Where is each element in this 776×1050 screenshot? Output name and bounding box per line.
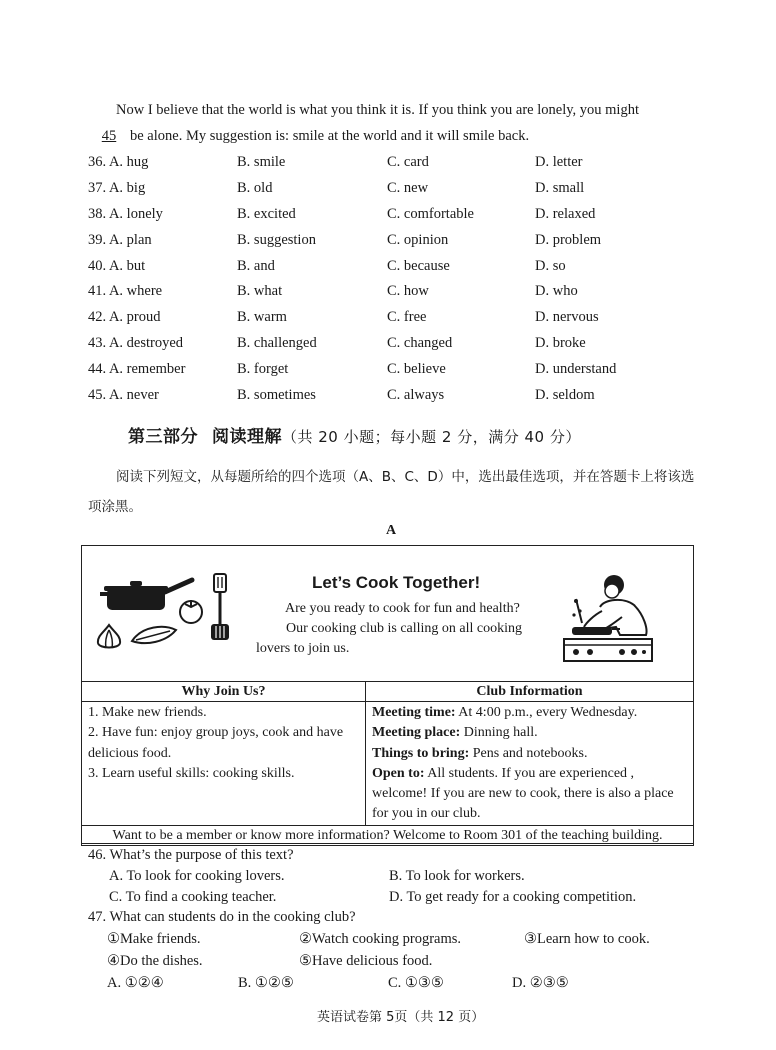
why-item: 3. Learn useful skills: cooking skills. [88, 765, 295, 781]
option-a: 42. A. proud [88, 309, 161, 326]
question-47-stem: 47. What can students do in the cooking club? [88, 909, 356, 925]
things-to-bring [372, 744, 687, 764]
option-b: B. warm [237, 309, 287, 326]
option-b: B. challenged [237, 335, 317, 352]
passage-line-1: Now I believe that the world is what you think it is. If you think you are lonely, you might [116, 102, 639, 118]
q47-option-b: B. ①②⑤ [238, 975, 294, 991]
option-a: 45. A. never [88, 387, 159, 404]
club-info-cell [366, 702, 694, 826]
why-item: 2. Have fun: enjoy group joys, cook and have delicious food. [88, 725, 344, 761]
option-a: 41. A. where [88, 283, 163, 300]
option-d: D. who [535, 283, 578, 300]
option-b: B. excited [237, 205, 296, 222]
option-a: 44. A. remember [88, 361, 186, 378]
option-row [88, 254, 728, 280]
q47-item-5: ⑤Have delicious food. [299, 953, 433, 969]
ad-intro-line-1: Are you ready to cook for fun and health? [285, 601, 520, 616]
option-c: C. free [387, 309, 427, 326]
q47-item-3: ③Learn how to cook. [524, 931, 650, 947]
q47-item-2: ②Watch cooking programs. [299, 931, 462, 947]
option-c: C. believe [387, 361, 446, 378]
why-join-cell [82, 702, 366, 826]
passage-line-2-text: be alone. My suggestion is: smile at the world and it will smile back. [130, 128, 530, 144]
option-a: 40. A. but [88, 257, 146, 274]
option-row [88, 176, 728, 202]
option-b: B. what [237, 283, 283, 300]
option-d: D. problem [535, 231, 602, 248]
q46-option-a: A. To look for cooking lovers. [109, 868, 285, 884]
q46-option-d: D. To get ready for a cooking competition. [389, 889, 637, 905]
chef-cooking-icon [562, 571, 658, 667]
why-join-header: Why Join Us? [82, 682, 366, 702]
option-row [88, 228, 728, 254]
option-d: D. small [535, 179, 585, 196]
ad-footer: Want to be a member or know more information? Welcome to Room 301 of the teaching building. [82, 826, 694, 846]
open-to-value: All students. If you are experienced , welcome! If you are new to cook, there is also a place for you in our club. [372, 765, 674, 822]
q47-item-4: ④Do the dishes. [107, 953, 203, 969]
ad-title: Let’s Cook Together! [312, 573, 481, 592]
tomato-icon [176, 596, 206, 624]
ad-intro-line-2: Our cooking club is calling on all cooking [286, 621, 523, 636]
meeting-time [372, 703, 687, 723]
option-d: D. letter [535, 154, 583, 170]
section-part: 第三部分 [128, 427, 198, 447]
meeting-place [372, 723, 687, 743]
option-b: B. and [237, 257, 275, 274]
option-d: D. understand [535, 361, 617, 378]
option-b: B. smile [237, 154, 286, 170]
meeting-place-label: Meeting place: [372, 725, 461, 741]
q47-item-1: ①Make friends. [107, 931, 201, 947]
option-row [88, 279, 728, 305]
option-c: C. new [387, 179, 429, 196]
option-a: 43. A. destroyed [88, 335, 184, 352]
option-d: D. seldom [535, 387, 595, 404]
option-c: C. always [387, 387, 445, 404]
option-c: C. opinion [387, 231, 449, 248]
cloze-options [88, 150, 728, 409]
option-a: 37. A. big [88, 179, 146, 196]
meeting-time-label: Meeting time: [372, 705, 456, 720]
section-detail: （共 20 小题；每小题 2 分，满分 40 分） [282, 428, 581, 446]
leaf-icon [130, 624, 178, 646]
option-c: C. comfortable [387, 205, 474, 222]
option-row [88, 305, 728, 331]
option-d: D. relaxed [535, 205, 596, 222]
club-info-header: Club Information [366, 682, 694, 702]
option-b: B. old [237, 179, 273, 196]
ad-table [81, 681, 694, 846]
open-to [372, 764, 687, 825]
spatula-icon [209, 572, 235, 644]
option-c: C. because [387, 257, 450, 274]
option-d: D. broke [535, 335, 586, 352]
option-a: 39. A. plan [88, 231, 152, 248]
option-a: 38. A. lonely [88, 205, 163, 222]
things-label: Things to bring: [372, 745, 470, 761]
option-row [88, 331, 728, 357]
blank-45: 45 [101, 128, 117, 144]
meeting-place-value: Dinning hall. [460, 725, 538, 741]
passage-letter: A [386, 523, 397, 538]
option-row [88, 383, 728, 409]
option-c: C. card [387, 154, 429, 170]
option-row [88, 150, 728, 176]
why-item: 1. Make new friends. [88, 705, 207, 720]
things-value: Pens and notebooks. [469, 745, 588, 761]
option-b: B. suggestion [237, 231, 316, 248]
option-d: D. nervous [535, 309, 599, 326]
option-row [88, 202, 728, 228]
question-46-stem: 46. What’s the purpose of this text? [88, 847, 294, 863]
option-d: D. so [535, 257, 566, 274]
page-footer: 英语试卷第 5页（共 12 页） [317, 1010, 485, 1025]
meeting-time-value: At 4:00 p.m., every Wednesday. [455, 705, 638, 720]
q46-option-b: B. To look for workers. [389, 868, 525, 884]
option-b: B. sometimes [237, 387, 316, 404]
q47-option-d: D. ②③⑤ [512, 975, 569, 991]
garlic-icon [94, 622, 124, 652]
passage-line-2 [88, 123, 748, 149]
option-b: B. forget [237, 361, 289, 378]
option-row [88, 357, 728, 383]
option-a: 36. A. hug [88, 154, 149, 170]
q46-option-c: C. To find a cooking teacher. [109, 889, 277, 905]
section-heading [128, 422, 581, 447]
open-to-label: Open to: [372, 765, 425, 781]
section-name: 阅读理解 [212, 427, 282, 447]
q47-option-c: C. ①③⑤ [388, 975, 444, 991]
q47-option-a: A. ①②④ [107, 975, 164, 991]
ad-intro-line-3: lovers to join us. [256, 641, 350, 656]
instructions: 阅读下列短文，从每题所给的四个选项（A、B、C、D）中，选出最佳选项，并在答题卡上将该选项涂黑。 [88, 469, 695, 515]
option-c: C. changed [387, 335, 453, 352]
option-c: C. how [387, 283, 429, 300]
